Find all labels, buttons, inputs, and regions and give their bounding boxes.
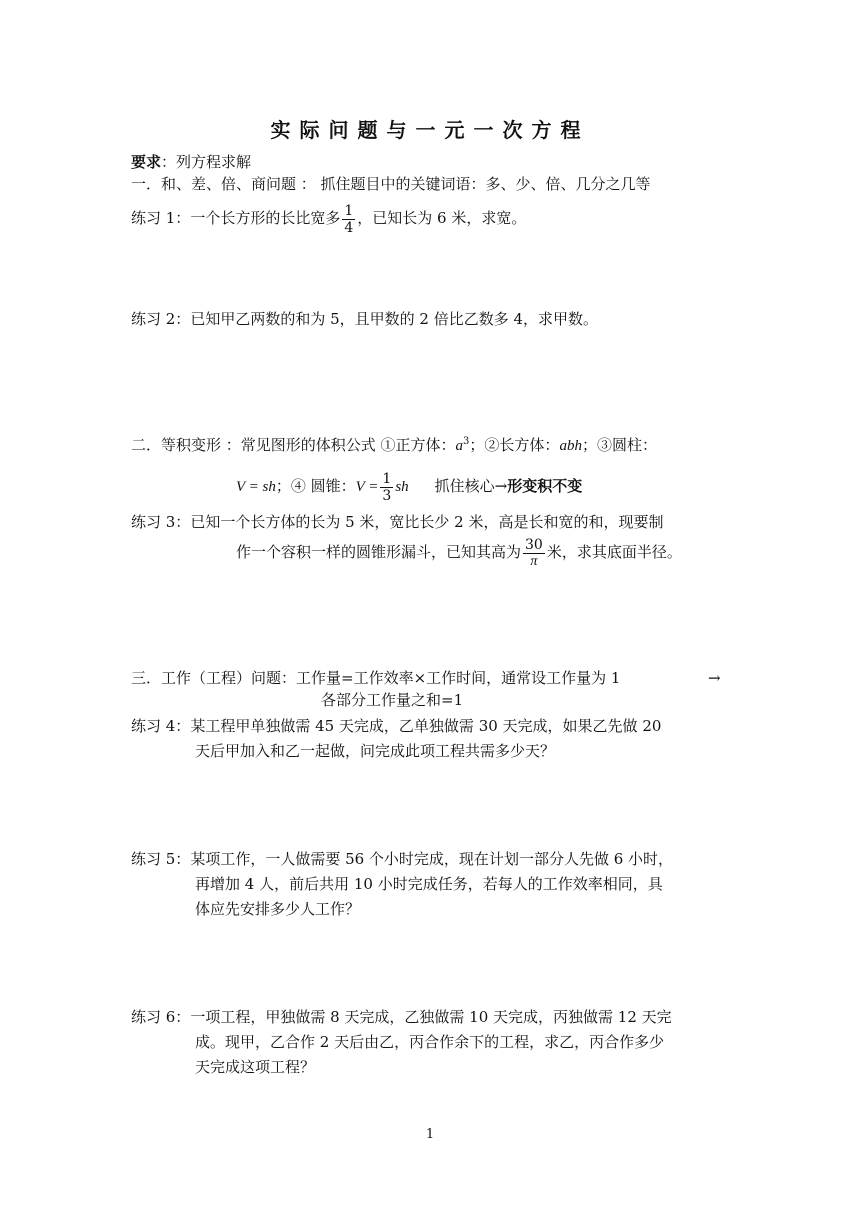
cone-lhs: V = [355,479,379,495]
exercise-5-text-line1: 某项工作，一人做需要 56 个小时完成，现在计划一部分人先做 6 小时， [190,850,674,868]
exercise-3-text-line1: 已知一个长方体的长为 5 米，宽比长少 2 米，高是长和宽的和，现要制 [190,513,664,531]
exercise-5-line2: 再增加 4 人，前后共用 10 小时完成任务，若每人的工作效率相同，具 [195,875,663,893]
fraction-one-quarter [342,203,355,236]
requirement-line [131,152,251,172]
exercise-6-line2: 成。现甲，乙合作 2 天后由乙，丙合作余下的工程，求乙，丙合作多少 [195,1033,665,1051]
fraction-denominator: 3 [382,487,392,504]
exercise-6-line1 [131,1007,672,1027]
exercise-4-line2: 天后甲加入和乙一起做，问完成此项工程共需多少天？ [195,742,556,760]
cube-formula: a [455,438,464,454]
exercise-4-line1 [131,716,661,736]
exercise-1-label: 练习 1： [131,209,191,227]
exercise-3-line1 [131,512,663,532]
page-title: 实际问题与一元一次方程 [270,118,590,142]
exercise-4-label: 练习 4： [131,717,191,735]
fraction-numerator: 1 [344,202,354,219]
formula-line [236,468,582,504]
section2-heading [131,432,657,456]
section2-heading-c: ；③圆柱： [581,436,657,454]
exercise-5-label: 练习 5： [131,850,191,868]
section3-heading-line2: 各部分工作量之和=1 [321,691,464,709]
exercise-6-text-line1: 一项工程，甲独做需 8 天完成，乙独做需 10 天完成，丙独做需 12 天完 [190,1008,672,1026]
section1-heading: 一．和、差、倍、商问题 ： 抓住题目中的关键词语：多、少、倍、几分之几等 [131,175,651,193]
exercise-5-line3: 体应先安排多少人工作？ [195,900,361,918]
fraction-numerator: 30 [525,536,543,553]
exercise-1 [131,200,526,236]
exercise-6-line3: 天完成这项工程？ [195,1058,316,1076]
exercise-5-line1 [131,849,673,869]
fraction-denominator: 4 [344,219,354,236]
fraction-one-third [380,471,393,504]
fraction-thirty-over-pi [523,537,545,570]
cone-label: ；④ 圆锥： [275,477,356,495]
cone-rhs: sh [395,479,409,495]
arrow-icon: → [494,477,508,495]
exercise-6-label: 练习 6： [131,1008,191,1026]
cylinder-formula: V = sh [236,479,276,495]
page-number: 1 [425,1127,435,1142]
core-bold-text: 形变积不变 [507,477,583,495]
exercise-2-label: 练习 2： [131,310,191,328]
section2-heading-b: ；②长方体： [469,436,560,454]
exercise-4-text-line1: 某工程甲单独做需 45 天完成，乙单独做需 30 天完成，如果乙先做 20 [190,717,662,735]
exercise-3-text-line2b: 米，求其底面半径。 [546,543,682,561]
exercise-1-text-a: 一个长方形的长比宽多 [190,209,341,227]
section2-heading-a: 二．等积变形 ：常见图形的体积公式 ①正方体： [131,436,456,454]
section3-heading: 三．工作（工程）问题：工作量=工作效率×工作时间，通常设工作量为 1 [131,669,621,687]
exercise-1-text-b: ，已知长为 6 米，求宽。 [357,209,527,227]
cube-exponent: 3 [463,436,470,447]
exercise-3-line2 [236,534,682,570]
exercise-2 [131,309,598,329]
requirement-text: ：列方程求解 [161,153,252,171]
cuboid-formula: abh [559,438,582,454]
exercise-3-text-line2a: 作一个容积一样的圆锥形漏斗，已知其高为 [236,543,522,561]
arrow-icon: → [708,669,721,687]
exercise-3-label: 练习 3： [131,513,191,531]
requirement-label: 要求 [131,153,162,171]
fraction-numerator: 1 [382,470,392,487]
fraction-denominator: π [530,553,538,569]
exercise-2-text: 已知甲乙两数的和为 5，且甲数的 2 倍比乙数多 4，求甲数。 [190,310,599,328]
core-text: 抓住核心 [434,477,495,495]
